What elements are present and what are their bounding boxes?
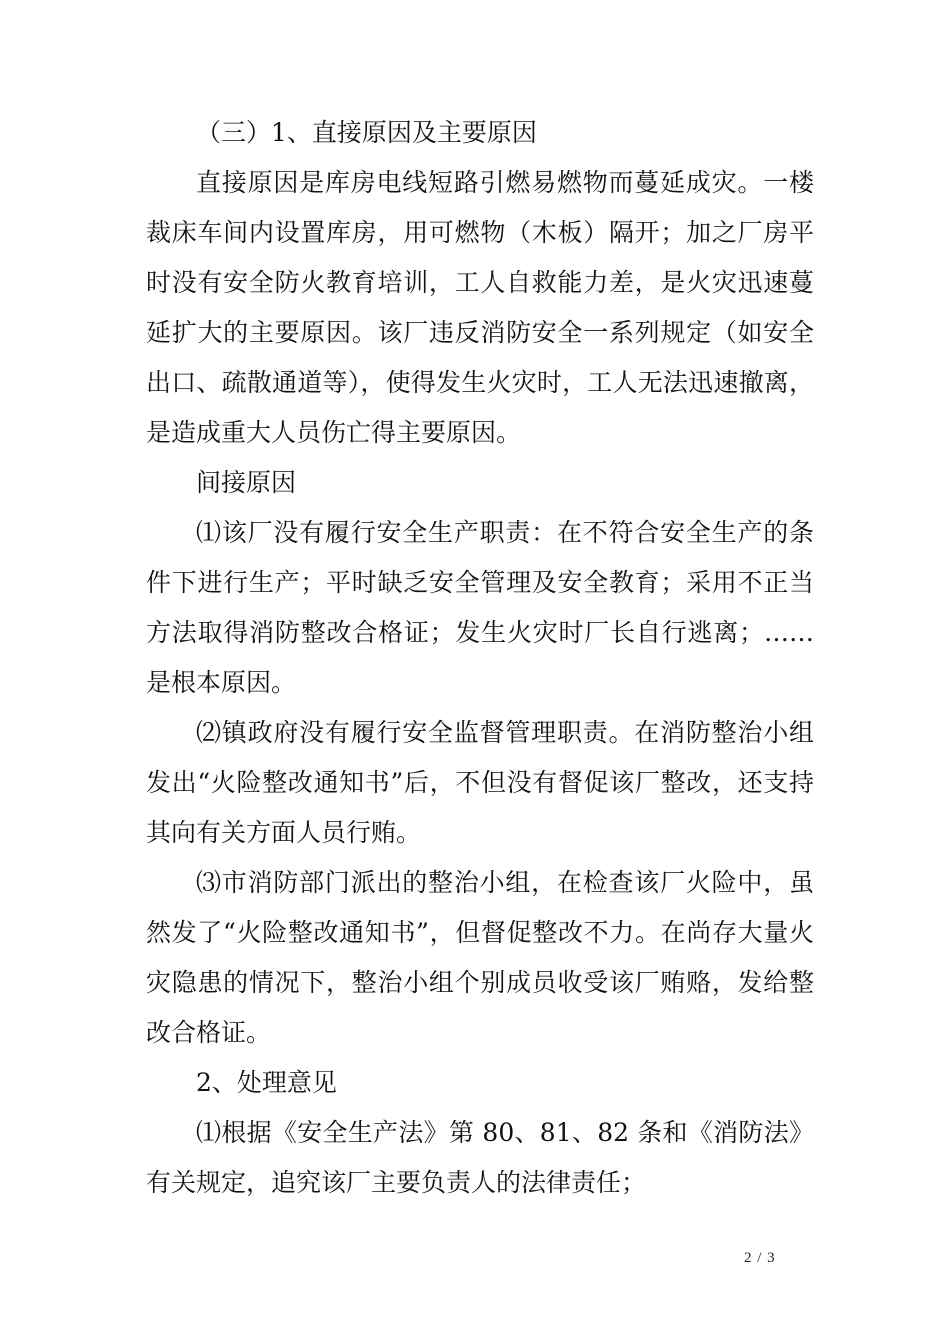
section-heading-handling-opinions: 2、处理意见 bbox=[196, 1068, 337, 1097]
section-heading-direct-causes: （三）1、直接原因及主要原因 bbox=[196, 118, 537, 147]
paragraph-indirect-cause-3: ⑶市消防部门派出的整治小组，在检查该厂火险中，虽然发了“火险整改通知书”，但督促整改不力。在尚存大量火灾隐患的情况下，整治小组个别成员收受该厂贿赂，发给整改合格证。 bbox=[146, 868, 814, 1047]
paragraph-handling-opinion-1: ⑴根据《安全生产法》第 80、81、82 条和《消防法》有关规定，追究该厂主要负责人的法律责任； bbox=[146, 1118, 814, 1197]
paragraph-indirect-cause-1: ⑴该厂没有履行安全生产职责：在不符合安全生产的条件下进行生产；平时缺乏安全管理及安全教育；采用不正当方法取得消防整改合格证；发生火灾时厂长自行逃离；……是根本原因。 bbox=[146, 518, 814, 697]
section-heading-indirect-causes: 间接原因 bbox=[196, 468, 297, 497]
document-body bbox=[146, 108, 814, 1208]
paragraph-indirect-cause-2: ⑵镇政府没有履行安全监督管理职责。在消防整治小组发出“火险整改通知书”后，不但没有督促该厂整改，还支持其向有关方面人员行贿。 bbox=[146, 718, 814, 847]
page-number: 2 / 3 bbox=[744, 1250, 776, 1266]
paragraph-direct-cause-text: 直接原因是库房电线短路引燃易燃物而蔓延成灾。一楼裁床车间内设置库房，用可燃物（木板）隔开；加之厂房平时没有安全防火教育培训，工人自救能力差，是火灾迅速蔓延扩大的主要原因。该厂违反消防安全一系列规定（如安全出口、疏散通道等），使得发生火灾时，工人无法迅速撤离，是造成重大人员伤亡得主要原因。 bbox=[146, 168, 814, 447]
